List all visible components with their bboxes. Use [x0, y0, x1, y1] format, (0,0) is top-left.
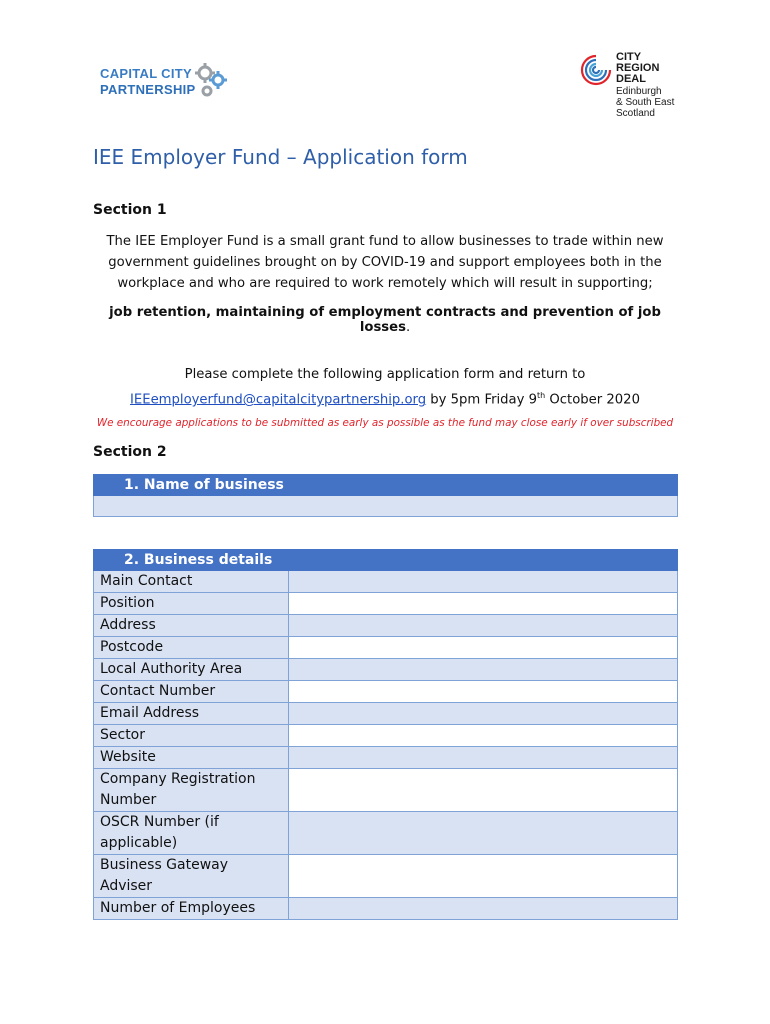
field-business-gateway[interactable] [289, 855, 678, 898]
key-outcomes-text: job retention, maintaining of employment contracts and prevention of job losses [109, 305, 661, 335]
intro-line-1: The IEE Employer Fund is a small grant fund to allow businesses to trade within new [106, 234, 664, 249]
label-email-address: Email Address [94, 703, 289, 725]
logo-left-line2: PARTNERSHIP [100, 82, 196, 97]
section1-heading: Section 1 [93, 202, 167, 218]
early-submission-note: We encourage applications to be submitted as early as possible as the fund may close early if over subscribed [96, 417, 674, 429]
table2-header: 2. Business details [94, 550, 678, 571]
label-contact-number: Contact Number [94, 681, 289, 703]
logo-right-line1: CITY [616, 51, 642, 63]
table1-header: 1. Name of business [94, 475, 678, 496]
label-oscr-number: OSCR Number (if applicable) [94, 812, 289, 855]
logo-right-line2: REGION [616, 62, 660, 74]
section2-heading: Section 2 [93, 444, 167, 460]
logo-right-line5: & South East [616, 97, 675, 108]
intro-line-2: government guidelines brought on by COVID-19 and support employees both in the [108, 255, 662, 270]
deadline-suffix: October 2020 [545, 392, 640, 408]
field-contact-number[interactable] [289, 681, 678, 703]
name-of-business-table [93, 474, 678, 517]
label-website: Website [94, 747, 289, 769]
field-sector[interactable] [289, 725, 678, 747]
concentric-rings-icon [580, 54, 612, 86]
field-oscr-number[interactable] [289, 812, 678, 855]
label-company-registration: Company Registration Number [94, 769, 289, 812]
label-sector: Sector [94, 725, 289, 747]
email-link[interactable]: IEEemployerfund@capitalcitypartnership.org [130, 392, 427, 408]
label-position: Position [94, 593, 289, 615]
label-postcode: Postcode [94, 637, 289, 659]
field-website[interactable] [289, 747, 678, 769]
business-details-table [93, 549, 678, 920]
gears-icon [194, 62, 230, 100]
field-main-contact[interactable] [289, 571, 678, 593]
label-business-gateway: Business Gateway Adviser [94, 855, 289, 898]
field-address[interactable] [289, 615, 678, 637]
logo-left-line1: CAPITAL CITY [100, 66, 192, 81]
field-local-authority[interactable] [289, 659, 678, 681]
label-number-of-employees: Number of Employees [94, 898, 289, 920]
field-number-of-employees[interactable] [289, 898, 678, 920]
business-name-field[interactable] [94, 496, 678, 517]
key-outcomes [93, 305, 677, 335]
field-postcode[interactable] [289, 637, 678, 659]
intro-paragraph [93, 231, 677, 294]
instruction-line-1: Please complete the following application form and return to [184, 367, 586, 382]
logo-right-line3: DEAL [616, 73, 646, 85]
deadline-sup: th [537, 391, 546, 400]
logo-right-line4: Edinburgh [616, 86, 662, 97]
field-position[interactable] [289, 593, 678, 615]
field-email-address[interactable] [289, 703, 678, 725]
capital-city-partnership-logo [100, 62, 240, 102]
deadline-prefix: by 5pm Friday 9 [426, 392, 538, 408]
label-address: Address [94, 615, 289, 637]
city-region-deal-logo [580, 50, 690, 120]
field-company-registration[interactable] [289, 769, 678, 812]
intro-line-3: workplace and who are required to work remotely which will result in supporting; [117, 276, 653, 291]
logo-right-line6: Scotland [616, 108, 655, 119]
instruction-paragraph [93, 364, 677, 410]
label-main-contact: Main Contact [94, 571, 289, 593]
page-title: IEE Employer Fund – Application form [93, 145, 468, 169]
key-outcomes-period: . [405, 320, 411, 335]
label-local-authority: Local Authority Area [94, 659, 289, 681]
